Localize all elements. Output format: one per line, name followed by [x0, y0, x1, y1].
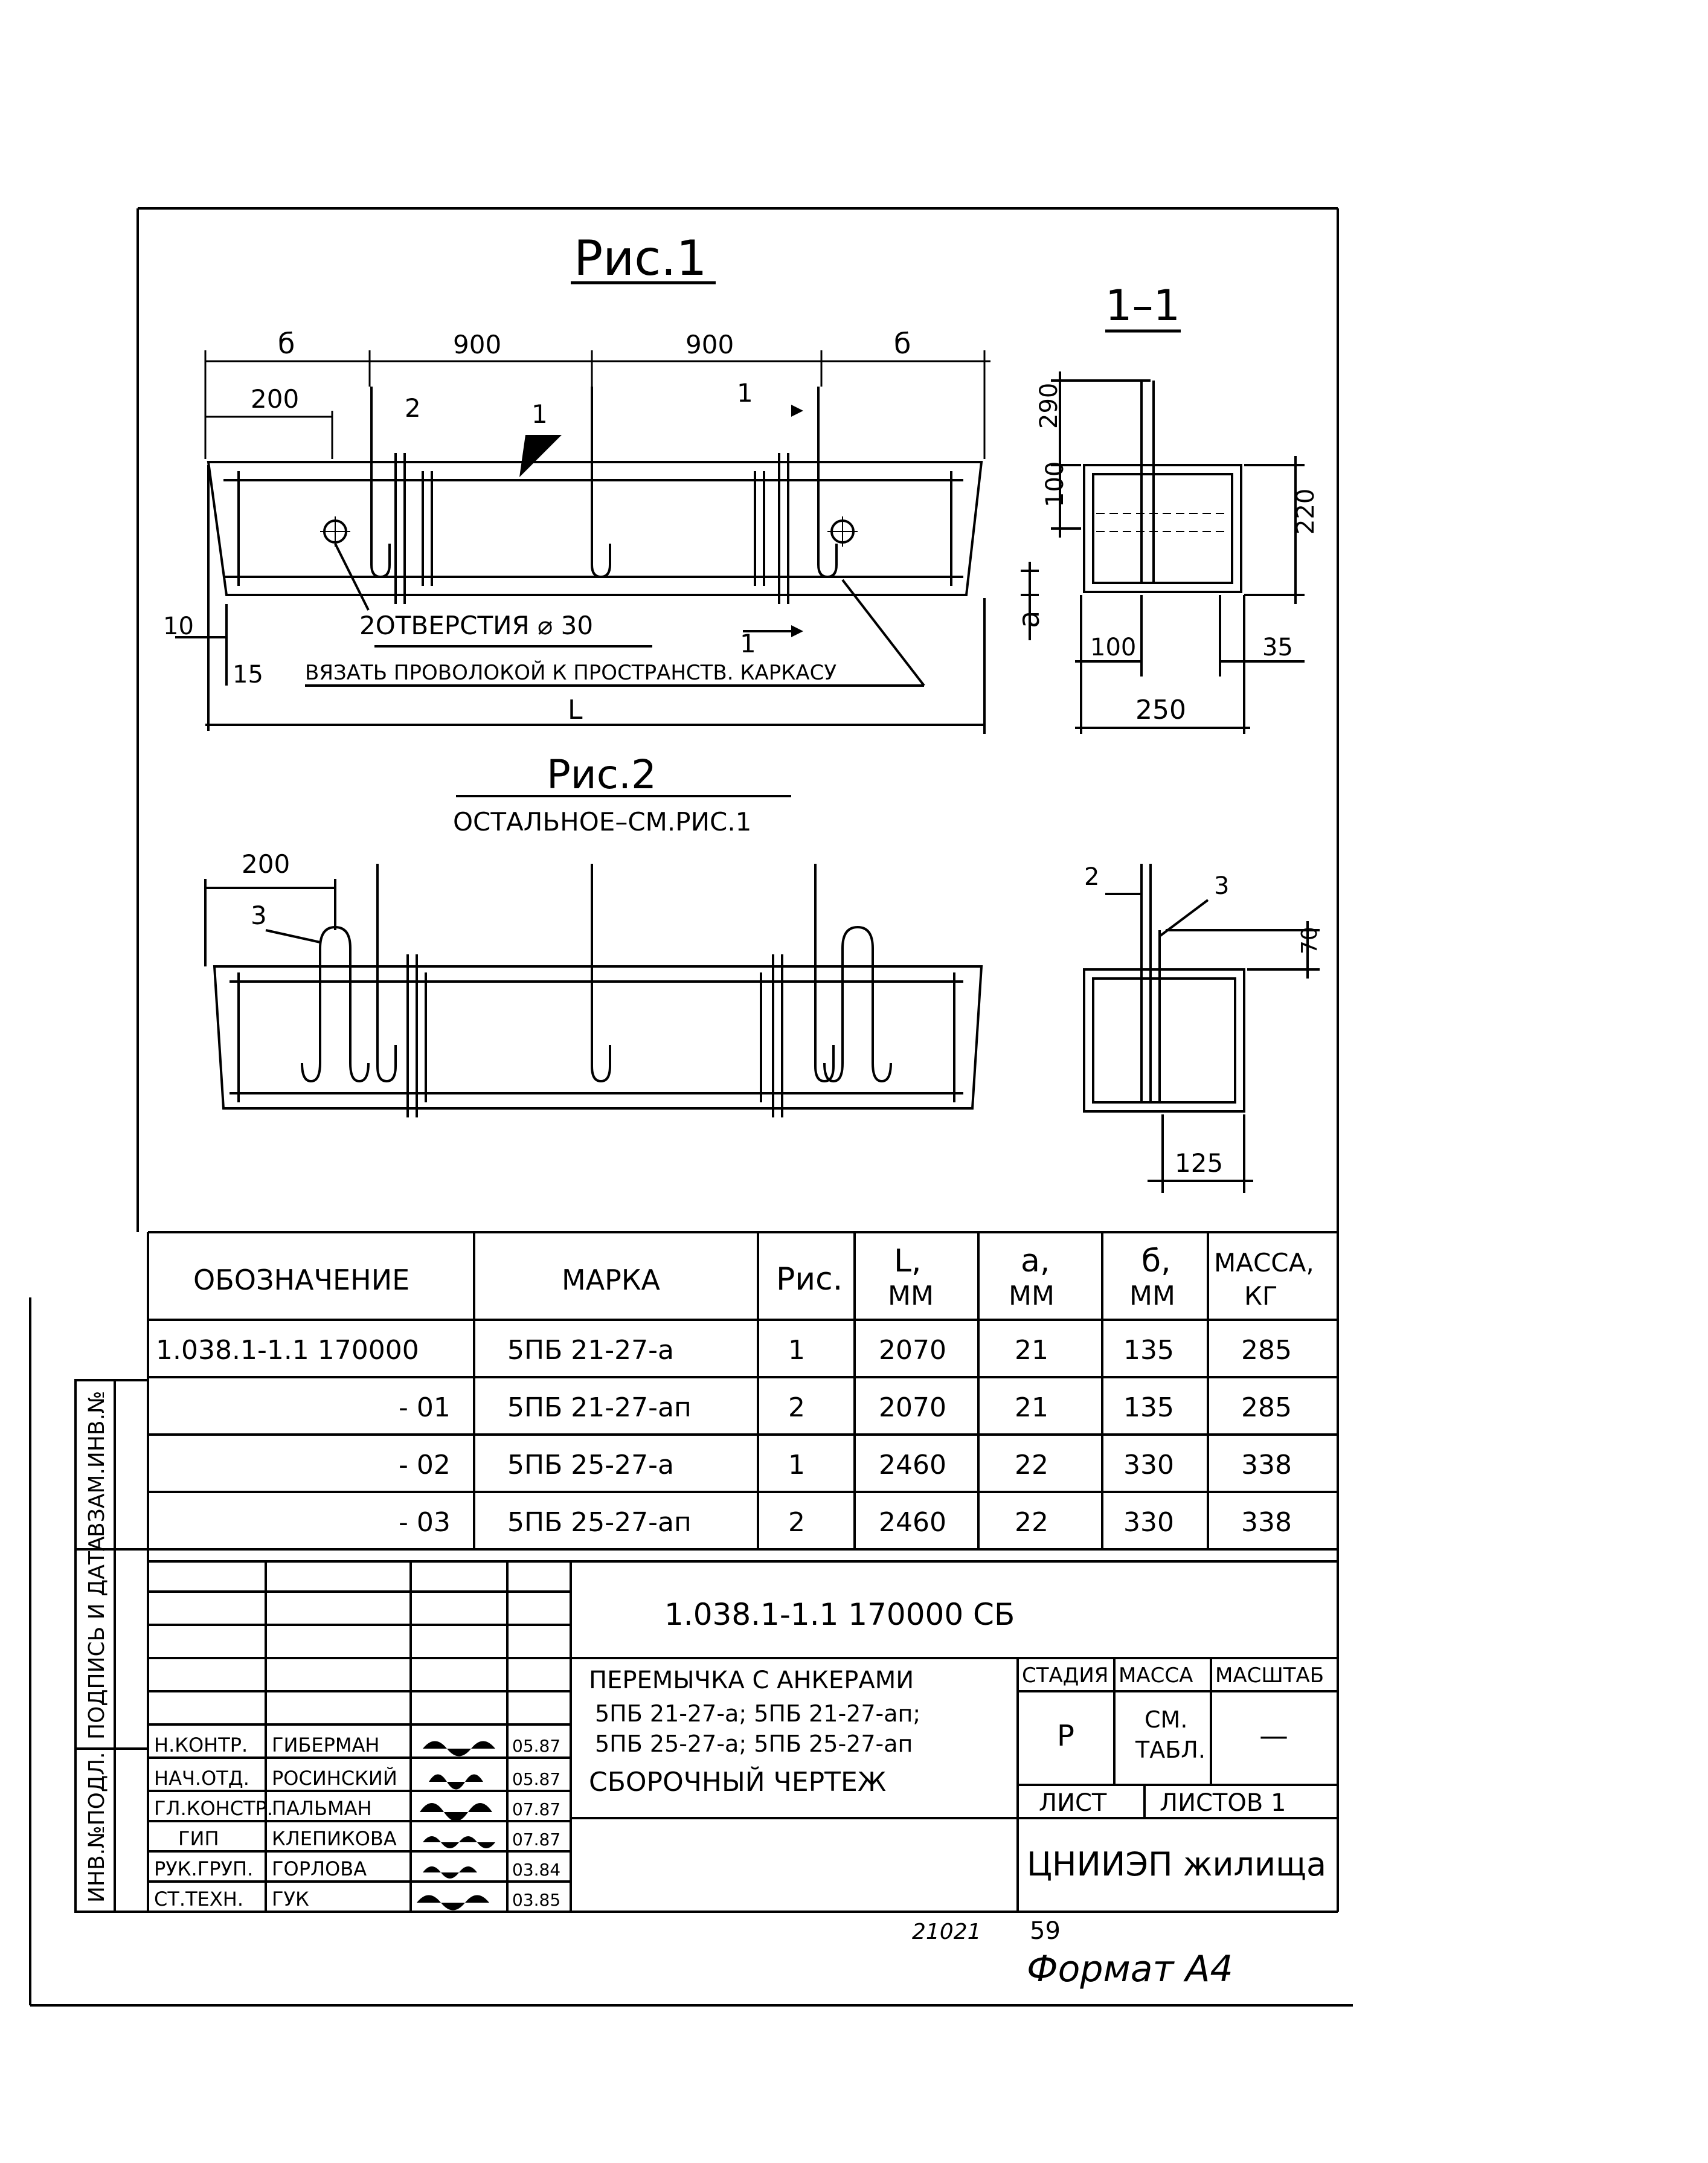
th-mass-unit: КГ [1244, 1281, 1278, 1311]
section-dim-100-v: 100 [1041, 461, 1069, 507]
stage-label: СТАДИЯ [1022, 1663, 1109, 1688]
cell-a: 21 [1015, 1392, 1048, 1423]
fig1-dim-L: L [568, 695, 583, 725]
sheet-label: ЛИСТ [1039, 1789, 1107, 1817]
sig-role: НАЧ.ОТД. [154, 1767, 249, 1790]
sig-role: ГИП [178, 1827, 219, 1850]
sig-name: КЛЕПИКОВА [272, 1827, 397, 1850]
th-b: б, [1141, 1243, 1171, 1279]
sig-name: ГУК [272, 1888, 309, 1911]
fig1-dim-10: 10 [163, 612, 194, 640]
cell-mass: 285 [1241, 1335, 1292, 1366]
scale-value: — [1259, 1719, 1288, 1753]
title-block [148, 1561, 1338, 1912]
fig1-dim-900-a: 900 [453, 330, 502, 359]
signature-row [154, 1888, 560, 1911]
th-L-unit: ММ [888, 1281, 934, 1311]
sig-name: ПАЛЬМАН [272, 1797, 372, 1820]
fig2-dim-200: 200 [242, 849, 291, 879]
th-designation: ОБОЗНАЧЕНИЕ [193, 1264, 410, 1296]
fig1-dim-900-b: 900 [685, 330, 734, 359]
cell-mass: 338 [1241, 1450, 1292, 1480]
fig1-dim-b-left: б [278, 327, 295, 360]
th-L: L, [894, 1243, 922, 1279]
section-dim-250: 250 [1135, 695, 1186, 725]
doc-code: 1.038.1-1.1 170000 СБ [664, 1597, 1015, 1632]
cell-L: 2460 [879, 1450, 946, 1480]
cell-L: 2460 [879, 1507, 946, 1538]
cell-a: 22 [1015, 1450, 1048, 1480]
cell-fig: 1 [788, 1335, 805, 1366]
sig-name: РОСИНСКИЙ [272, 1767, 397, 1790]
fig2-subtitle: ОСТАЛЬНОЕ–СМ.РИС.1 [453, 807, 752, 837]
signature-mark [420, 1803, 492, 1821]
sig-role: СТ.ТЕХН. [154, 1888, 243, 1911]
fig2-sec-pos-2: 2 [1084, 863, 1100, 891]
cell-designation: 1.038.1-1.1 170000 [156, 1335, 419, 1366]
signature-mark [429, 1775, 483, 1790]
th-mark: МАРКА [562, 1264, 661, 1296]
side-inv: ИНВ.№ПОДЛ. [85, 1752, 109, 1903]
signature-mark [423, 1741, 495, 1756]
cell-mark: 5ПБ 25-27-а [507, 1450, 674, 1480]
section-dim-220: 220 [1292, 488, 1320, 535]
sig-date: 05.87 [512, 1769, 561, 1789]
signature-row [154, 1797, 560, 1821]
fig1-pos-2: 2 [405, 393, 421, 423]
cell-a: 22 [1015, 1507, 1048, 1538]
fig1-dim-a: а [1012, 610, 1046, 628]
sig-role: Н.КОНТР. [154, 1734, 248, 1756]
table-row [156, 1335, 1292, 1366]
doc-name-3: 5ПБ 25-27-а; 5ПБ 25-27-ап [595, 1731, 913, 1757]
section-title: 1–1 [1105, 281, 1181, 330]
fig1-cut-bottom: 1 [740, 629, 756, 658]
signature-row [154, 1857, 560, 1880]
cell-designation: - 02 [399, 1450, 451, 1480]
section-dim-100-h: 100 [1090, 634, 1137, 661]
mass-value-1: СМ. [1145, 1706, 1188, 1733]
cell-b: 135 [1123, 1335, 1174, 1366]
cell-b: 135 [1123, 1392, 1174, 1423]
fig1-dim-b-right: б [894, 327, 911, 360]
sig-date: 03.84 [512, 1860, 561, 1880]
cell-fig: 2 [788, 1392, 805, 1423]
fig1-holes-note: 2ОТВЕРСТИЯ ⌀ 30 [359, 611, 594, 640]
cell-mark: 5ПБ 21-27-а [507, 1335, 674, 1366]
th-mass: МАССА, [1214, 1248, 1314, 1278]
sig-date: 07.87 [512, 1830, 561, 1850]
sig-role: ГЛ.КОНСТР. [154, 1797, 274, 1820]
table-row [399, 1392, 1292, 1423]
fig2-title: Рис.2 [547, 751, 657, 798]
org-name: ЦНИИЭП жилища [1027, 1845, 1327, 1883]
side-podpis: ПОДПИСЬ И ДАТА [85, 1536, 109, 1740]
fig1-pos-1: 1 [531, 399, 548, 429]
cell-a: 21 [1015, 1335, 1048, 1366]
section-dim-290: 290 [1035, 382, 1063, 429]
fig1-title: Рис.1 [574, 230, 707, 286]
mass-label: МАССА [1119, 1663, 1193, 1688]
scale-label: МАСШТАБ [1215, 1663, 1324, 1688]
sig-date: 05.87 [512, 1736, 561, 1756]
sig-date: 07.87 [512, 1799, 561, 1819]
th-fig: Рис. [776, 1261, 843, 1297]
signature-mark [423, 1866, 477, 1879]
cell-mark: 5ПБ 25-27-ап [507, 1507, 692, 1538]
fig1-cut-top: 1 [737, 378, 753, 408]
sig-name: ГОРЛОВА [272, 1857, 367, 1880]
cell-L: 2070 [879, 1392, 946, 1423]
th-b-unit: ММ [1129, 1281, 1175, 1311]
cell-b: 330 [1123, 1507, 1174, 1538]
sig-date: 03.85 [512, 1890, 561, 1910]
cell-designation: - 01 [399, 1392, 451, 1423]
section-1-1 [1035, 281, 1320, 734]
table-row [399, 1507, 1292, 1538]
fig2-sec-pos-3: 3 [1214, 872, 1230, 900]
sig-name: ГИБЕРМАН [272, 1734, 380, 1756]
fig2-pos-3: 3 [251, 901, 267, 930]
table-row [399, 1450, 1292, 1480]
doc-name-4: СБОРОЧНЫЙ ЧЕРТЕЖ [589, 1767, 887, 1798]
fig2-dim-70: 70 [1297, 927, 1322, 954]
footer-format: Формат А4 [1027, 1948, 1233, 1990]
figure-2 [205, 751, 1322, 1193]
fig1-dim-200: 200 [251, 384, 300, 414]
fig2-dim-125: 125 [1175, 1148, 1224, 1178]
cell-mark: 5ПБ 21-27-ап [507, 1392, 692, 1423]
sheets-label: ЛИСТОВ 1 [1160, 1789, 1286, 1817]
signature-mark [417, 1895, 489, 1911]
signature-mark [423, 1836, 495, 1848]
doc-name-2: 5ПБ 21-27-а; 5ПБ 21-27-ап; [595, 1700, 921, 1727]
fig1-dim-15: 15 [233, 661, 263, 689]
footer-num: 21021 [912, 1920, 981, 1944]
figure-1 [163, 230, 1046, 734]
cell-mass: 338 [1241, 1507, 1292, 1538]
cell-designation: - 03 [399, 1507, 451, 1538]
cell-fig: 2 [788, 1507, 805, 1538]
side-stamp [75, 1380, 148, 1912]
mass-value-2: ТАБЛ. [1135, 1737, 1206, 1763]
cell-L: 2070 [879, 1335, 946, 1366]
signature-row [154, 1734, 560, 1756]
signature-row [178, 1827, 560, 1850]
footer-page: 59 [1030, 1917, 1061, 1945]
doc-name-1: ПЕРЕМЫЧКА С АНКЕРАМИ [589, 1666, 914, 1694]
cell-fig: 1 [788, 1450, 805, 1480]
cell-b: 330 [1123, 1450, 1174, 1480]
fig1-tie-note: ВЯЗАТЬ ПРОВОЛОКОЙ К ПРОСТРАНСТВ. КАРКАСУ [305, 661, 837, 685]
th-a: а, [1021, 1243, 1050, 1279]
side-vzam: ВЗАМ.ИНВ.№ [85, 1390, 109, 1537]
stage-value: Р [1057, 1719, 1074, 1753]
section-dim-35: 35 [1262, 634, 1293, 661]
th-a-unit: ММ [1009, 1281, 1055, 1311]
sig-role: РУК.ГРУП. [154, 1857, 254, 1880]
cell-mass: 285 [1241, 1392, 1292, 1423]
signature-row [154, 1767, 560, 1790]
